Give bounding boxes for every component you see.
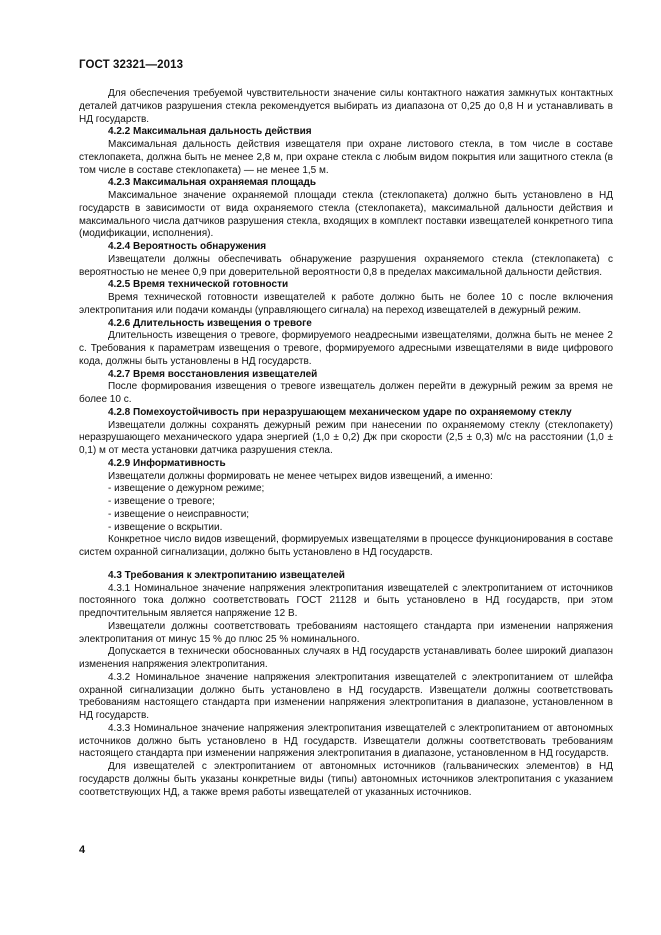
paragraph-notifications-count: Конкретное число видов извещений, формируемых извещателями в процессе функционирования в составе систем охранной сигнализации, должно быть установлено в НД государств. bbox=[79, 534, 613, 558]
paragraph-contact-force: Для обеспечения требуемой чувствительности значение силы контактного нажатия замкнутых контактных деталей датчиков разрушения стекла рекомендуется выбирать из диапазона от 0,25 до 0,8 Н и устанавливать в НД государств. bbox=[79, 88, 613, 125]
paragraph-impact-immunity: Извещатели должны сохранять дежурный режим при нанесении по охраняемому стеклу (стеклопакету) неразрушающего механического удара энергией (1,0 ± 0,2) Дж при скорости (2,5 ± 0,3) м/с на расстоянии (1,0 ± 0,1) м от места установки датчика разрушения стекла. bbox=[79, 419, 613, 456]
paragraph-4-3-1: 4.3.1 Номинальное значение напряжения электропитания извещателей с электропитанием от источников постоянного тока должно соответствовать ГОСТ 21128 и быть установлено в НД государств, при этом предпочтительным является напряжение 12 В. bbox=[79, 582, 613, 619]
paragraph-readiness-time: Время технической готовности извещателей к работе должно быть не более 10 с после включения электропитания или подачи команды (управляющего сигнала) на переход извещателей в дежурный режим. bbox=[79, 292, 613, 316]
paragraph-4-3-2: 4.3.2 Номинальное значение напряжения электропитания извещателей с электропитанием от шлейфа охранной сигнализации должно быть установлено в НД государств. Извещатели должны соответствовать требованиям настоящего стандарта при изменении напряжения электропитания в диапазоне, установленном в НД государств. bbox=[79, 671, 613, 721]
list-item: - извещение о вскрытии. bbox=[79, 522, 613, 535]
paragraph-voltage-tolerance: Извещатели должны соответствовать требованиям настоящего стандарта при изменении напряжения электропитания от минус 15 % до плюс 25 % номинального. bbox=[79, 620, 613, 645]
paragraph-wider-range: Допускается в технически обоснованных случаях в НД государств устанавливать более широкий диапазон изменения напряжения электропитания. bbox=[79, 646, 613, 670]
heading-4-2-2: 4.2.2 Максимальная дальность действия bbox=[108, 126, 312, 138]
list-item: - извещение о тревоге; bbox=[79, 496, 613, 509]
heading-4-2-8: 4.2.8 Помехоустойчивость при неразрушающем механическом ударе по охраняемому стеклу bbox=[108, 406, 572, 418]
paragraph-autonomous-sources: Для извещателей с электропитанием от автономных источников (гальванических элементов) в НД государств должны быть указаны конкретные виды (типы) автономных источников электропитания с указанием соответствующих НД, а также время работы извещателей от указанных источников. bbox=[79, 761, 613, 798]
paragraph-notifications-intro: Извещатели должны формировать не менее четырех видов извещений, а именно: bbox=[108, 470, 493, 482]
list-item: - извещение о дежурном режиме; bbox=[79, 483, 613, 496]
heading-4-2-6: 4.2.6 Длительность извещения о тревоге bbox=[108, 317, 312, 329]
document-body bbox=[79, 88, 613, 799]
heading-4-2-9: 4.2.9 Информативность bbox=[108, 457, 226, 469]
page-number: 4 bbox=[79, 844, 86, 856]
heading-4-2-5: 4.2.5 Время технической готовности bbox=[108, 279, 289, 291]
section-heading-4-3: 4.3 Требования к электропитанию извещателей bbox=[108, 569, 345, 581]
document-header: ГОСТ 32321—2013 bbox=[79, 59, 184, 71]
list-item: - извещение о неисправности; bbox=[79, 509, 613, 522]
paragraph-alarm-duration: Длительность извещения о тревоге, формируемого неадресными извещателями, должна быть не менее 2 с. Требования к параметрам извещения о тревоге, формируемого адресными извещателями в виде цифрового кода, должны быть установлены в НД государств. bbox=[79, 330, 613, 367]
paragraph-detection-probability: Извещатели должны обеспечивать обнаружение разрушения охраняемого стекла (стеклопакета) с вероятностью не менее 0,9 при доверительной вероятности 0,8 в пределах максимальной дальности действия. bbox=[79, 253, 613, 278]
heading-4-2-4: 4.2.4 Вероятность обнаружения bbox=[108, 241, 267, 252]
paragraph-max-area: Максимальное значение охраняемой площади стекла (стеклопакета) должно быть установлено в НД государств в зависимости от вида охраняемого стекла (стеклопакета), максимальной дальности действия и максимального числа датчиков разрушения стекла, входящих в комплект поставки извещателей конкретного типа (модификации, исполнения). bbox=[79, 190, 613, 240]
heading-4-2-3: 4.2.3 Максимальная охраняемая площадь bbox=[108, 177, 316, 189]
heading-4-2-7: 4.2.7 Время восстановления извещателей bbox=[108, 368, 318, 380]
paragraph-4-3-3: 4.3.3 Номинальное значение напряжения электропитания извещателей с электропитанием от автономных источников должно быть установлено в НД государств. Извещатели должны соответствовать требованиям настоящего стандарта при изменении напряжения электропитания в диапазоне, установленном в НД государств. bbox=[79, 722, 613, 760]
paragraph-max-range: Максимальная дальность действия извещателя при охране листового стекла, в том числе в составе стеклопакета, должна быть не менее 2,8 м, при охране стекла с любым видом покрытия или защитного стекла (в том числе в составе стеклопакета) — не менее 1,5 м. bbox=[79, 139, 613, 176]
paragraph-recovery-time: После формирования извещения о тревоге извещатель должен перейти в дежурный режим за время не более 10 с. bbox=[79, 381, 613, 405]
